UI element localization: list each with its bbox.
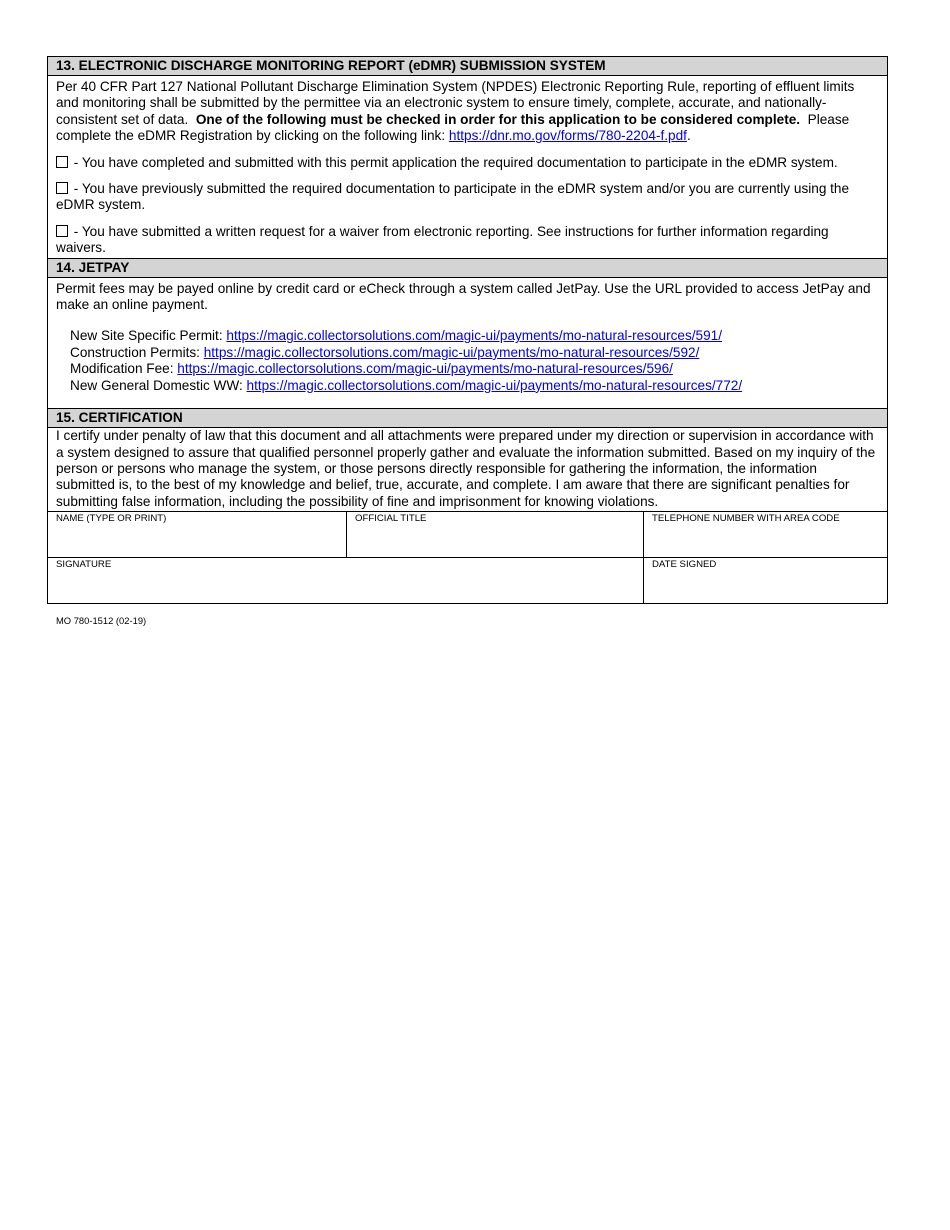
edmr-registration-link[interactable]: https://dnr.mo.gov/forms/780-2204-f.pdf <box>448 128 687 144</box>
official-title-input[interactable] <box>353 531 637 553</box>
edmr-option-1 <box>56 155 879 171</box>
official-title-field <box>346 512 643 557</box>
jetpay-link-new-site[interactable]: https://magic.collectorsolutions.com/magic-ui/payments/mo-natural-resources/591/ <box>226 328 723 344</box>
edmr-option-3-checkbox[interactable] <box>56 225 68 237</box>
section-13-header: 13. ELECTRONIC DISCHARGE MONITORING REPORT (eDMR) SUBMISSION SYSTEM <box>48 57 887 76</box>
edmr-option-2-label: - You have previously submitted the required documentation to participate in the eDMR system and/or you are currently using the eDMR system. <box>56 181 850 213</box>
edmr-intro-text: Per 40 CFR Part 127 National Pollutant Discharge Elimination System (NPDES) Electronic Reporting Rule, reporting of effluent limits and monitoring shall be submitted by the permittee via an electronic system to ensure timely, complete, accurate, and nationally-consistent set of data. <box>56 79 855 127</box>
name-label: NAME (TYPE OR PRINT) <box>56 513 167 525</box>
date-signed-input[interactable] <box>650 577 881 599</box>
edmr-option-3 <box>56 224 879 257</box>
section-14-body <box>48 278 887 408</box>
section-13-body <box>48 76 887 257</box>
permit-form <box>47 56 888 604</box>
telephone-label: TELEPHONE NUMBER WITH AREA CODE <box>652 513 840 525</box>
jetpay-link-row <box>70 378 879 394</box>
signature-field <box>48 558 643 603</box>
section-15-header: 15. CERTIFICATION <box>48 408 887 428</box>
jetpay-link-row <box>70 361 879 377</box>
form-number: MO 780-1512 (02-19) <box>56 615 147 626</box>
date-signed-label: DATE SIGNED <box>652 559 717 571</box>
section-15-body <box>48 428 887 511</box>
signature-row-1 <box>48 511 887 557</box>
jetpay-link-label: Modification Fee: <box>70 361 174 377</box>
certification-text: I certify under penalty of law that this document and all attachments were prepared under my direction or supervision in accordance with a system designed to assure that qualified personnel properly gather and evaluate the information submitted. Based on my inquiry of the person or persons who manage the system, or those persons directly responsible for gathering the information, the information submitted is, to the best of my knowledge and belief, true, accurate, and complete. I am aware that there are significant penalties for submitting false information, including the possibility of fine and imprisonment for knowing violations. <box>56 428 876 509</box>
edmr-option-2-checkbox[interactable] <box>56 182 68 194</box>
jetpay-link-label: New Site Specific Permit: <box>70 328 223 344</box>
jetpay-link-general-domestic[interactable]: https://magic.collectorsolutions.com/magic-ui/payments/mo-natural-resources/772/ <box>246 377 743 393</box>
signature-input[interactable] <box>54 577 637 599</box>
official-title-label: OFFICIAL TITLE <box>355 513 427 525</box>
jetpay-links <box>56 328 879 394</box>
jetpay-link-row <box>70 345 879 361</box>
jetpay-link-label: New General Domestic WW: <box>70 377 243 393</box>
date-signed-field <box>643 558 887 603</box>
section-14-header: 14. JETPAY <box>48 258 887 278</box>
jetpay-intro: Permit fees may be payed online by credit card or eCheck through a system called JetPay. Use the URL provided to access JetPay and make an online payment. <box>56 280 871 313</box>
edmr-option-2 <box>56 181 879 214</box>
name-input[interactable] <box>54 531 340 553</box>
jetpay-link-modification[interactable]: https://magic.collectorsolutions.com/magic-ui/payments/mo-natural-resources/596/ <box>177 361 673 377</box>
edmr-option-1-label: - You have completed and submitted with this permit application the required documentation to participate in the eDMR system. <box>73 154 838 170</box>
telephone-field <box>643 512 887 557</box>
edmr-registration-text: Please complete the eDMR Registration by clicking on the following link: <box>56 111 850 144</box>
jetpay-link-row <box>70 328 879 344</box>
jetpay-link-construction[interactable]: https://magic.collectorsolutions.com/magic-ui/payments/mo-natural-resources/592/ <box>203 344 700 360</box>
edmr-option-3-label: - You have submitted a written request for a waiver from electronic reporting. See instructions for further information regarding waivers. <box>56 223 829 256</box>
jetpay-link-label: Construction Permits: <box>70 344 200 360</box>
edmr-intro: Per 40 CFR Part 127 National Pollutant Discharge Elimination System (NPDES) Electronic Reporting Rule, reporting of effluent limits and monitoring shall be submitted by the permittee via an electronic system to ensure timely, complete, accurate, and nationally-consistent set of data. One of the following must be checked in order for this application to be considered complete. Please complete the eDMR Registration by clicking on the following link: https://dnr.mo.gov/forms/780-2204-f.pdf. <box>56 79 855 144</box>
signature-row-2 <box>48 557 887 603</box>
edmr-requirement-text: One of the following must be checked in order for this application to be considered complete. <box>195 111 801 127</box>
telephone-input[interactable] <box>650 531 881 553</box>
edmr-option-1-checkbox[interactable] <box>56 156 68 168</box>
name-field <box>48 512 346 557</box>
signature-label: SIGNATURE <box>56 559 112 571</box>
